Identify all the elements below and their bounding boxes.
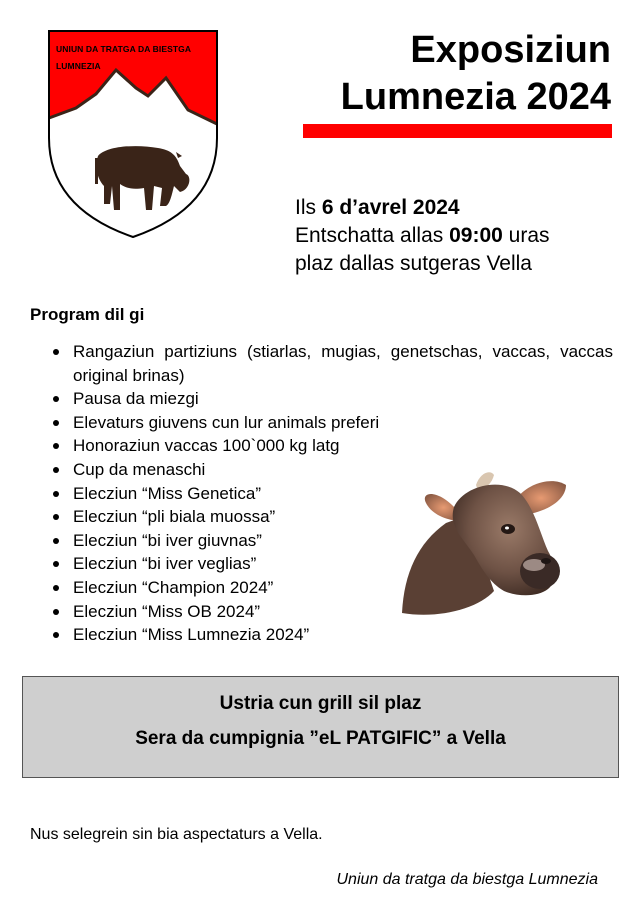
event-date: Ils 6 d’avrel 2024: [295, 196, 460, 219]
association-crest: [46, 28, 220, 240]
list-item: Elecziun “Miss OB 2024”: [50, 600, 613, 624]
signature: Uniun da tratga da biestga Lumnezia: [336, 871, 598, 888]
evening-line1: Ustria cun grill sil plaz: [219, 693, 422, 714]
evening-info-box: [22, 676, 619, 778]
cow-head-image: [398, 463, 576, 621]
list-item: Rangaziun partiziuns (stiarlas, mugias, genetschas, vaccas, vaccas original brinas): [50, 340, 613, 387]
list-item: Elecziun “Miss Lumnezia 2024”: [50, 623, 613, 647]
crest-shield-icon: [46, 28, 220, 240]
crest-text-line2: LUMNEZIA: [56, 61, 101, 71]
list-item: Elecziun “bi iver giuvnas”: [50, 529, 613, 553]
title-accent-bar: [303, 124, 612, 138]
cow-head-icon: [398, 463, 576, 621]
list-item: Elecziun “pli biala muossa”: [50, 505, 613, 529]
crest-text-line1: UNIUN DA TRATGA DA BIESTGA: [56, 44, 192, 54]
closing-text: Nus selegrein sin bia aspectaturs a Vella.: [30, 826, 323, 843]
event-time: Entschatta allas 09:00 uras: [295, 224, 550, 247]
list-item: Elecziun “Champion 2024”: [50, 576, 613, 600]
program-title: Program dil gi: [30, 305, 145, 324]
list-item: Elecziun “bi iver veglias”: [50, 552, 613, 576]
evening-line2: Sera da cumpignia ”eL PATGIFIC” a Vella: [135, 728, 506, 749]
page-title: [341, 27, 611, 121]
list-item: Cup da menaschi: [50, 458, 613, 482]
list-item: Elecziun “Miss Genetica”: [50, 482, 613, 506]
event-info: [295, 194, 550, 278]
list-item: Elevaturs giuvens cun lur animals preferi: [50, 411, 613, 435]
list-item: Honoraziun vaccas 100`000 kg latg: [50, 434, 613, 458]
title-line1: Exposiziun: [410, 29, 611, 71]
event-place: plaz dallas sutgeras Vella: [295, 252, 532, 275]
title-line2: Lumnezia 2024: [340, 76, 611, 118]
list-item: Pausa da miezgi: [50, 387, 613, 411]
